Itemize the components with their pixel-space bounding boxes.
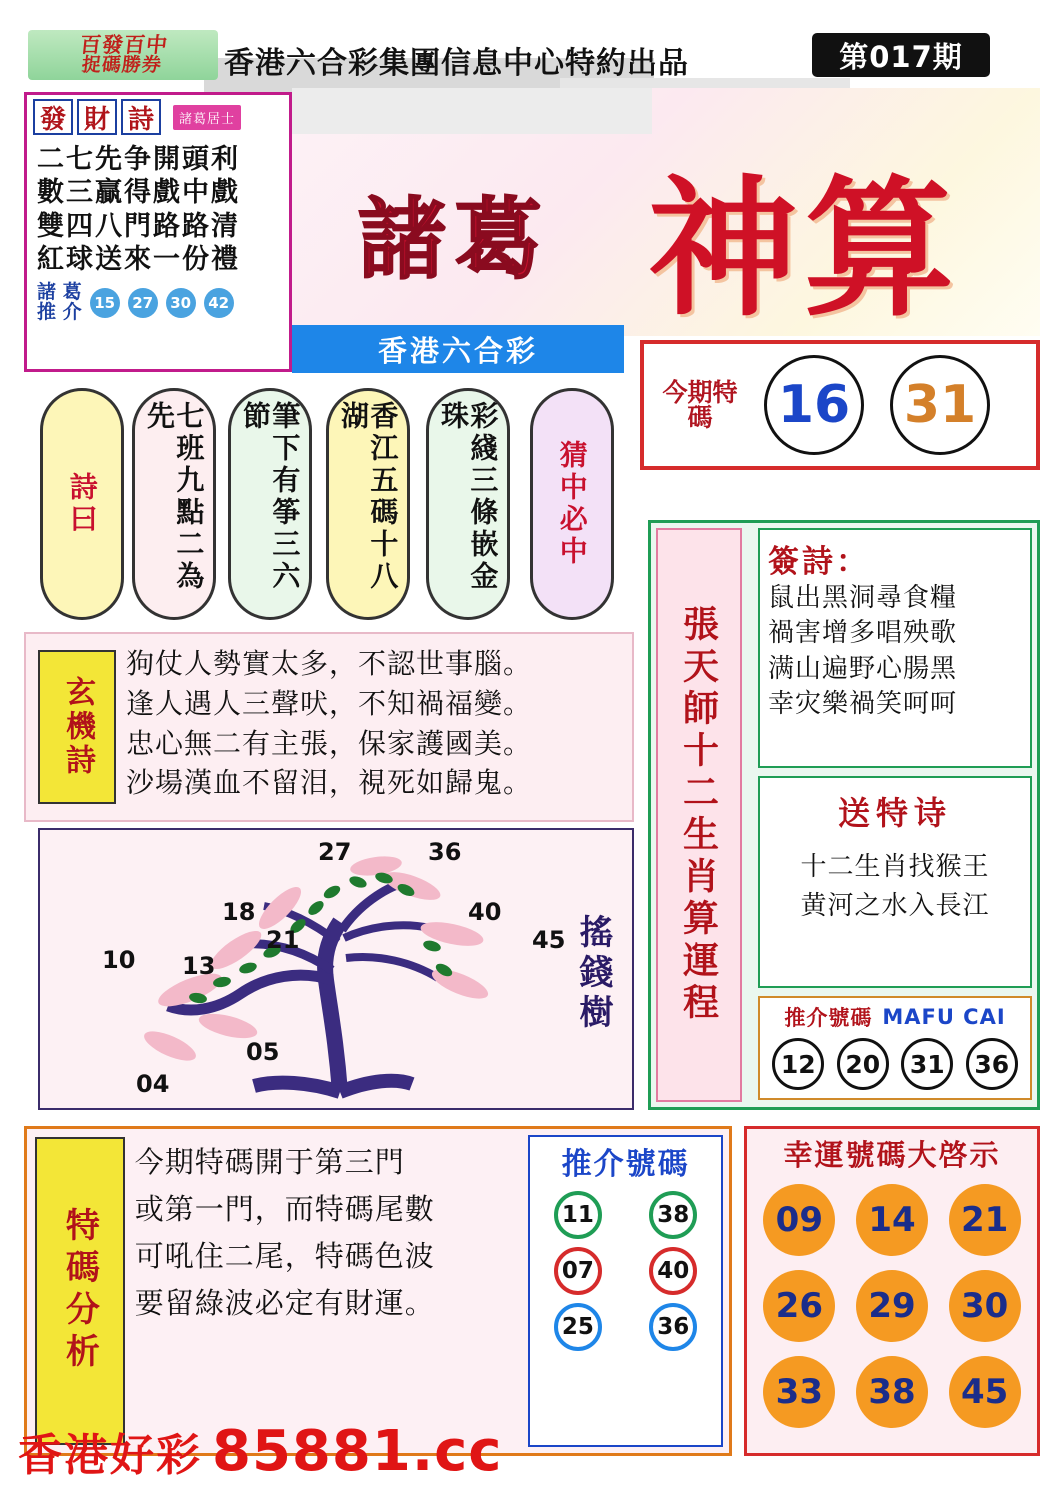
- title-art-right: 神算: [648, 161, 961, 337]
- brand-logo: [28, 30, 218, 80]
- recommended-numbers-balls: [766, 1038, 1024, 1090]
- tree-number: 40: [468, 898, 502, 926]
- capsule-row: [32, 388, 632, 628]
- capsule: [426, 388, 510, 620]
- recommended-number-ball: 36: [966, 1038, 1018, 1090]
- lucky-numbers-title: 幸運號碼大啓示: [783, 1138, 1001, 1172]
- lottery-name-label: 香港六合彩: [377, 333, 538, 368]
- money-tree-illustration: [38, 828, 634, 1110]
- capsule-text: 猜中必中: [555, 440, 589, 568]
- special-number-ball-2: 31: [890, 355, 990, 455]
- songte-title: 送特诗: [837, 794, 952, 832]
- capsule: [530, 388, 614, 620]
- facai-ball: 27: [128, 288, 158, 318]
- analysis-line: 或第一門，而特碼尾數: [134, 1191, 435, 1226]
- tree-number: 05: [246, 1038, 280, 1066]
- analysis-label: [35, 1137, 125, 1445]
- qianshi-line: 满山遍野心腸黑: [768, 653, 958, 684]
- tree-number: 45: [532, 926, 566, 954]
- bottom-recommended-row: [530, 1303, 721, 1351]
- xuanji-label-text: 玄機詩: [60, 676, 95, 778]
- recommended-number-ball: 12: [772, 1038, 824, 1090]
- lucky-number-ball: 38: [856, 1356, 928, 1428]
- recommended-number-ball: 31: [901, 1038, 953, 1090]
- facai-header: [27, 95, 289, 139]
- songte-box: [758, 776, 1032, 988]
- analysis-text: [125, 1129, 528, 1453]
- bottom-recommended-row: [530, 1247, 721, 1295]
- bottom-recommended-box: [528, 1135, 723, 1447]
- bottom-recommended-ball: 38: [649, 1191, 697, 1239]
- capsule-text: 筆下有筝三六節: [239, 401, 302, 593]
- xuanji-label: [38, 650, 116, 804]
- zhang-tianshi-side-text: 張天師十二生肖算運程: [677, 605, 720, 1025]
- tree-number: 10: [102, 946, 136, 974]
- xuanji-line: 沙場漢血不留泪，視死如歸鬼。: [126, 766, 533, 800]
- tree-number: 27: [318, 838, 352, 866]
- capsule: [40, 388, 124, 620]
- tree-number: 21: [266, 926, 300, 954]
- xuanji-line: 忠心無二有主張，保家護國美。: [126, 726, 533, 760]
- facai-char-1: 發: [33, 99, 73, 135]
- recommended-number-ball: 20: [837, 1038, 889, 1090]
- songte-line: 黄河之水入長江: [800, 891, 990, 921]
- brand-logo-line1: 百發百中: [78, 33, 170, 57]
- recommended-numbers-label-cn: 推介號碼: [784, 1006, 873, 1030]
- qianshi-box: [758, 528, 1032, 768]
- recommended-numbers-box: [758, 996, 1032, 1100]
- brand-logo-line2: 捉碼勝券: [80, 54, 164, 76]
- lucky-numbers-grid: [747, 1176, 1037, 1436]
- issue-badge: [812, 33, 990, 77]
- analysis-line: 今期特碼開于第三門: [134, 1145, 405, 1179]
- recommended-numbers-header: [766, 1002, 1024, 1032]
- qianshi-line: 幸灾樂禍笑呵呵: [768, 689, 958, 720]
- facai-line: 紅球送來一份禮: [37, 244, 240, 276]
- bottom-recommended-ball: 36: [649, 1303, 697, 1351]
- bottom-recommended-ball: 25: [554, 1303, 602, 1351]
- facai-foot-label-2: 推 介: [37, 300, 82, 323]
- facai-line: 數三贏得戲中戲: [37, 177, 240, 209]
- lucky-number-ball: 30: [949, 1270, 1021, 1342]
- qianshi-title: 簽詩：: [768, 544, 870, 580]
- issue-label: 第017期: [839, 39, 963, 74]
- capsule-text: 七班九點二為先: [143, 401, 206, 593]
- qianshi-line: 鼠出黑洞尋食糧: [768, 583, 958, 613]
- facai-footer: [27, 277, 289, 323]
- xuanji-line: 狗仗人勢實太多，不認世事腦。: [126, 647, 533, 680]
- title-art-left: 諸葛: [358, 187, 551, 291]
- facai-foot-label-1: 諸 葛: [37, 280, 82, 303]
- bottom-recommended-ball: 40: [649, 1247, 697, 1295]
- zhang-tianshi-side-label: [656, 528, 742, 1102]
- tree-number: 04: [136, 1070, 170, 1098]
- capsule: [326, 388, 410, 620]
- xuanji-lines: [116, 634, 632, 820]
- title-artwork-band: [292, 88, 652, 134]
- facai-line: 二七先争開頭利: [37, 144, 240, 175]
- watermark-site-name: 香港好彩: [18, 1430, 202, 1481]
- page-title: 香港六合彩集團信息中心特約出品: [224, 46, 689, 81]
- facai-char-2: 財: [77, 99, 117, 135]
- tree-number: 18: [222, 898, 256, 926]
- facai-char-3: 詩: [121, 99, 161, 135]
- site-watermark: [18, 1418, 698, 1484]
- bottom-recommended-ball: 07: [554, 1247, 602, 1295]
- watermark-url: 85881.cc: [212, 1418, 503, 1484]
- capsule-text: 香江五碼十八湖: [337, 401, 400, 593]
- songte-line: 十二生肖找猴王: [800, 852, 990, 882]
- analysis-line: 要留綠波必定有財運。: [134, 1285, 435, 1320]
- lottery-name-bar: [292, 325, 624, 373]
- qianshi-line: 禍害增多唱殃歌: [768, 618, 958, 649]
- analysis-label-text: 特碼分析: [59, 1207, 100, 1375]
- special-number-ball-1: 16: [764, 355, 864, 455]
- capsule-text: 詩曰: [65, 472, 99, 536]
- facai-signature: 諸葛居士: [173, 105, 241, 130]
- current-special-number-label: 今期特碼: [662, 377, 738, 432]
- facai-poem-box: [24, 92, 292, 372]
- lucky-numbers-box: [744, 1126, 1040, 1456]
- tree-number: 36: [428, 838, 462, 866]
- lucky-number-ball: 33: [763, 1356, 835, 1428]
- lucky-number-ball: 45: [949, 1356, 1021, 1428]
- lucky-number-ball: 29: [856, 1270, 928, 1342]
- facai-poem-lines: [27, 139, 289, 277]
- money-tree-caption: 搖錢樹: [573, 914, 613, 1034]
- facai-ball: 30: [166, 288, 196, 318]
- tree-number: 13: [182, 952, 216, 980]
- lucky-number-ball: 26: [763, 1270, 835, 1342]
- capsule-text: 彩綫三條嵌金珠: [437, 401, 500, 593]
- lucky-number-ball: 14: [856, 1184, 928, 1256]
- bottom-recommended-title: 推介號碼: [561, 1147, 690, 1182]
- analysis-line: 可吼住二尾，特碼色波: [134, 1238, 435, 1273]
- bottom-recommended-ball: 11: [554, 1191, 602, 1239]
- recommended-numbers-label-en: MAFU CAI: [882, 1005, 1006, 1029]
- facai-line: 雙四八門路路清: [37, 210, 240, 242]
- facai-ball: 42: [204, 288, 234, 318]
- xuanji-line: 逢人遇人三聲吠，不知禍福變。: [126, 686, 533, 720]
- facai-foot-label: [37, 280, 82, 323]
- lucky-number-ball: 09: [763, 1184, 835, 1256]
- lucky-number-ball: 21: [949, 1184, 1021, 1256]
- bottom-recommended-row: [530, 1191, 721, 1239]
- capsule: [132, 388, 216, 620]
- current-special-number-box: [640, 340, 1040, 470]
- facai-ball: 15: [90, 288, 120, 318]
- capsule: [228, 388, 312, 620]
- xuanji-poem-box: [24, 632, 634, 822]
- special-number-analysis-box: [24, 1126, 732, 1456]
